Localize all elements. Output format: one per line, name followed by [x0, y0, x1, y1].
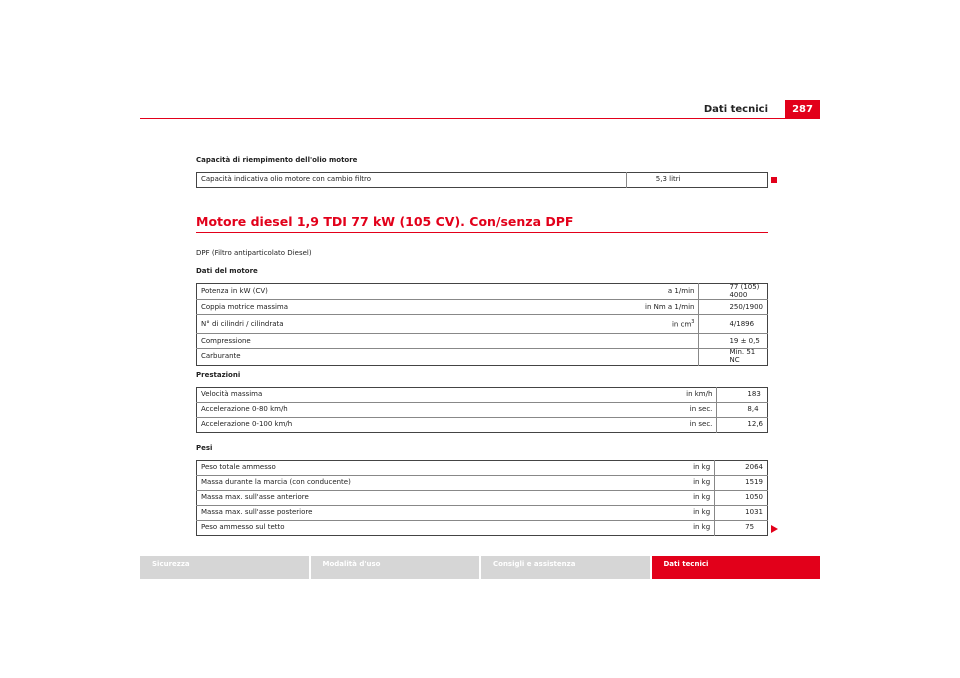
table-row — [197, 418, 768, 433]
section-title: Dati tecnici — [703, 104, 768, 115]
row-name: N° di cilindri / cilindrata — [197, 315, 441, 334]
row-unit: in sec. — [449, 418, 717, 433]
row-unit: in kg — [448, 491, 715, 506]
table-row — [197, 284, 768, 300]
row-value: 1031 — [715, 506, 768, 521]
footer-nav — [140, 556, 820, 579]
row-value: 183 — [717, 388, 768, 403]
row-name: Massa max. sull'asse posteriore — [197, 506, 449, 521]
footer-tab-modalita-uso[interactable]: Modalità d'uso — [311, 556, 480, 579]
table-row — [197, 403, 768, 418]
weights-label: Pesi — [196, 444, 213, 452]
table-row — [197, 521, 768, 536]
row-name: Accelerazione 0-80 km/h — [197, 403, 449, 418]
row-unit: a 1/min — [441, 284, 699, 300]
title-rule — [196, 232, 768, 233]
row-value: 250/1900 — [699, 300, 768, 315]
row-name: Peso totale ammesso — [197, 461, 449, 476]
row-name: Potenza in kW (CV) — [197, 284, 441, 300]
row-value: 12,6 — [747, 420, 763, 429]
table-row — [197, 173, 768, 188]
header-rule — [140, 118, 785, 119]
row-unit — [441, 349, 699, 365]
table-row — [197, 349, 768, 365]
row-value: 19 ± 0,5 — [699, 334, 768, 349]
engine-title: Motore diesel 1,9 TDI 77 kW (105 CV). Con/senza DPF — [196, 214, 574, 229]
row-unit: in kg — [448, 521, 715, 536]
row-unit-cell — [441, 315, 699, 334]
row-name: Massa durante la marcia (con conducente) — [197, 476, 449, 491]
row-value: 5,3 litri — [655, 175, 681, 184]
performance-label: Prestazioni — [196, 371, 241, 379]
row-unit: in kg — [448, 476, 715, 491]
row-name: Accelerazione 0-100 km/h — [201, 420, 293, 429]
footer-tab-dati-tecnici[interactable]: Dati tecnici — [652, 556, 821, 579]
row-value: 1050 — [715, 491, 768, 506]
table-row — [197, 506, 768, 521]
row-name: Peso ammesso sul tetto — [201, 523, 285, 532]
table-row — [197, 315, 768, 334]
dpf-note: DPF (Filtro antiparticolato Diesel) — [196, 249, 312, 257]
row-name: Velocità massima — [197, 388, 449, 403]
section-end-icon — [771, 177, 777, 183]
footer-tab-consigli-assistenza[interactable]: Consigli e assistenza — [481, 556, 650, 579]
row-unit: in Nm a 1/min — [441, 300, 699, 315]
row-unit-superscript: 3 — [691, 318, 695, 325]
row-value: 2064 — [715, 461, 768, 476]
row-unit — [441, 334, 699, 349]
row-name: Compressione — [197, 334, 441, 349]
page-number: 287 — [785, 100, 820, 119]
row-value: Min. 51 NC — [729, 348, 756, 365]
motor-data-label: Dati del motore — [196, 267, 258, 275]
row-value: 75 — [745, 523, 755, 532]
table-row — [197, 300, 768, 315]
weights-table — [196, 460, 768, 536]
row-name: Coppia motrice massima — [197, 300, 441, 315]
row-name: Carburante — [201, 352, 241, 361]
table-row — [197, 334, 768, 349]
table-row — [197, 476, 768, 491]
footer-tab-sicurezza[interactable]: Sicurezza — [140, 556, 309, 579]
row-value: 1519 — [715, 476, 768, 491]
row-value: 4/1896 — [699, 315, 768, 334]
row-unit: in kg — [448, 461, 715, 476]
performance-table — [196, 387, 768, 433]
continue-arrow-icon — [771, 525, 778, 533]
row-name: Massa max. sull'asse anteriore — [197, 491, 449, 506]
row-unit: in sec. — [449, 403, 717, 418]
oil-capacity-label: Capacità di riempimento dell'olio motore — [196, 156, 358, 164]
motor-data-table — [196, 283, 768, 366]
table-row — [197, 388, 768, 403]
row-unit: in kg — [448, 506, 715, 521]
oil-capacity-table — [196, 172, 768, 188]
row-unit: in cm — [671, 320, 692, 329]
row-unit: in km/h — [449, 388, 717, 403]
row-value: 77 (105) 4000 — [699, 284, 768, 300]
row-value: 8,4 — [717, 403, 768, 418]
table-row — [197, 491, 768, 506]
row-name: Capacità indicativa olio motore con cambio filtro — [197, 173, 627, 188]
table-row — [197, 461, 768, 476]
